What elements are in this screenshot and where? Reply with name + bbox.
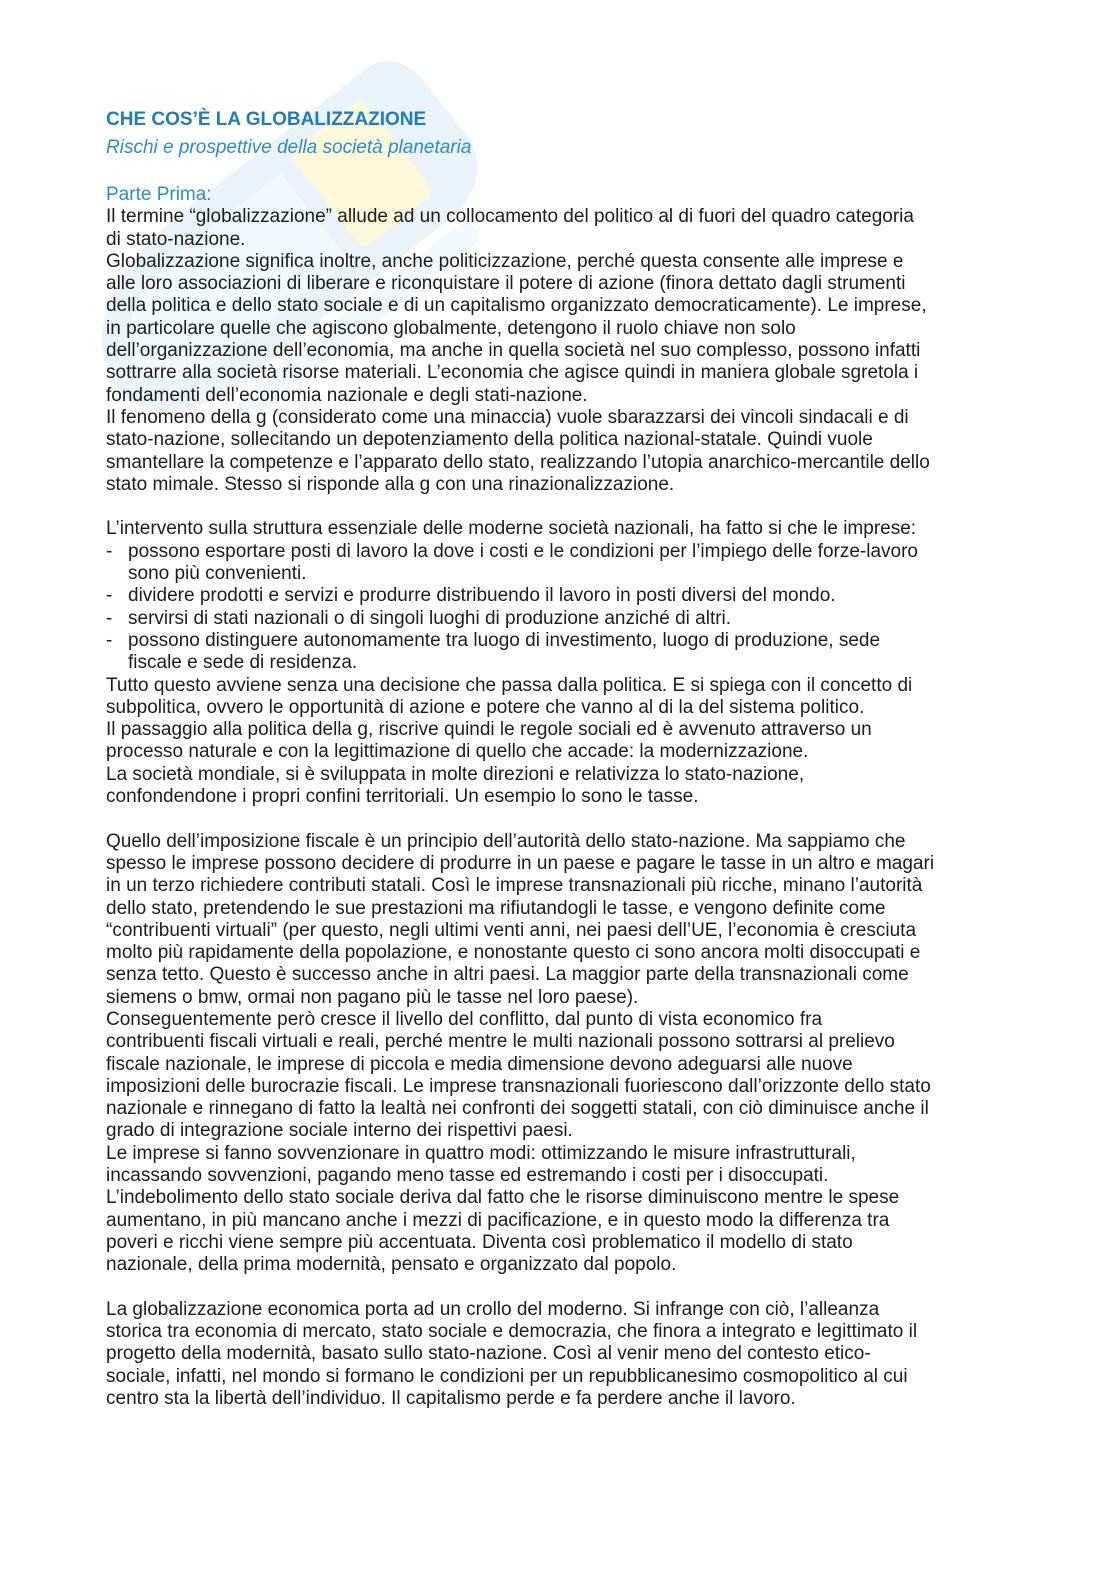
text-line: grado di integrazione sociale interno dei rispettivi paesi. bbox=[106, 1120, 573, 1142]
text-line: senza tetto. Questo è successo anche in altri paesi. La maggior parte della transnazionali come bbox=[106, 964, 909, 986]
list-item bbox=[106, 630, 1066, 675]
list-item-line: possono esportare posti di lavoro la dove i costi e le condizioni per l’impiego delle forze-lavoro bbox=[128, 540, 918, 562]
text-line: L’intervento sulla struttura essenziale delle moderne società nazionali, ha fatto si che le imprese: bbox=[106, 518, 917, 540]
list-marker: - bbox=[106, 540, 113, 562]
document-body bbox=[106, 184, 1066, 1433]
text-line: aumentano, in più mancano anche i mezzi di pacificazione, e in questo modo la differenza tra bbox=[106, 1209, 890, 1231]
list-marker: - bbox=[106, 585, 113, 607]
paragraph bbox=[106, 206, 1066, 496]
text-line: in particolare quelle che agiscono globalmente, detengono il ruolo chiave non solo bbox=[106, 317, 796, 339]
text-line: dello stato, pretendendo le sue prestazioni ma rifiutandogli le tasse, e vengono definite come bbox=[106, 897, 886, 919]
text-line: spesso le imprese possono decidere di produrre in un paese e pagare le tasse in un altro e magari bbox=[106, 852, 935, 874]
text-line: Le imprese si fanno sovvenzionare in quattro modi: ottimizzando le misure infrastrutturali, bbox=[106, 1142, 856, 1164]
text-line: processo naturale e con la legittimazione di quello che accade: la modernizzazione. bbox=[106, 741, 809, 763]
section-label: Parte Prima: bbox=[106, 184, 212, 205]
list-item-line: dividere prodotti e servizi e produrre distribuendo il lavoro in posti diversi del mondo. bbox=[128, 585, 836, 607]
text-line: poveri e ricchi viene sempre più accentuata. Diventa così problematico il modello di stato bbox=[106, 1231, 853, 1253]
text-line: stato-nazione, sollecitando un depotenziamento della politica nazional-statale. Quindi vuole bbox=[106, 429, 873, 451]
text-line: dell’organizzazione dell’economia, ma anche in quella società nel suo complesso, possono infatti bbox=[106, 340, 921, 362]
paragraph bbox=[106, 1299, 1066, 1410]
text-line: in un terzo richiedere contributi statali. Così le imprese transnazionali più ricche, minano l’autorità bbox=[106, 875, 923, 897]
text-line: Il fenomeno della g (considerato come una minaccia) vuole sbarazzarsi dei vincoli sindacali e di bbox=[106, 406, 909, 428]
list-item-line: sono più convenienti. bbox=[128, 563, 307, 585]
text-line: centro sta la libertà dell’individuo. Il capitalismo perde e fa perdere anche il lavoro. bbox=[106, 1388, 796, 1410]
text-line: fondamenti dell’economia nazionale e degli stati-nazione. bbox=[106, 384, 588, 406]
text-line: della politica e dello stato sociale e di un capitalismo organizzato democraticamente). Le imprese, bbox=[106, 295, 927, 317]
text-line: Conseguentemente però cresce il livello del conflitto, dal punto di vista economico fra bbox=[106, 1008, 823, 1030]
text-line: imposizioni delle burocrazie fiscali. Le imprese transnazionali fuoriescono dall’orizzonte dello stato bbox=[106, 1075, 931, 1097]
text-line: subpolitica, ovvero le opportunità di azione e potere che vanno al di la del sistema politico. bbox=[106, 696, 865, 718]
text-line: storica tra economia di mercato, stato sociale e democrazia, che finora a integrato e legittimato il bbox=[106, 1321, 918, 1343]
text-line: La società mondiale, si è sviluppata in molte direzioni e relativizza lo stato-nazione, bbox=[106, 763, 805, 785]
text-line: confondendone i propri confini territoriali. Un esempio lo sono le tasse. bbox=[106, 786, 699, 808]
list-marker: - bbox=[106, 607, 113, 629]
text-line: nazionale e rinnegano di fatto la lealtà nei confronti dei soggetti statali, con ciò diminuisce anche il bbox=[106, 1098, 929, 1120]
list-item-line: possono distinguere autonomamente tra luogo di investimento, luogo di produzione, sede bbox=[128, 629, 881, 651]
paragraph bbox=[106, 831, 1066, 1277]
text-line: Tutto questo avviene senza una decisione che passa dalla politica. E si spiega con il concetto di bbox=[106, 674, 913, 696]
text-line: Globalizzazione significa inoltre, anche politicizzazione, perché questa consente alle imprese e bbox=[106, 250, 904, 272]
text-line: Il passaggio alla politica della g, riscrive quindi le regole sociali ed è avvenuto attraverso un bbox=[106, 719, 872, 741]
text-line: La globalizzazione economica porta ad un crollo del moderno. Si infrange con ciò, l’alleanza bbox=[106, 1298, 880, 1320]
text-line: sociale, infatti, nel mondo si formano le condizioni per un repubblicanesimo cosmopolitico al cui bbox=[106, 1365, 908, 1387]
paragraph bbox=[106, 518, 1066, 808]
text-line: L’indebolimento dello stato sociale deriva dal fatto che le risorse diminuiscono mentre le spese bbox=[106, 1187, 900, 1209]
text-line: incassando sovvenzioni, pagando meno tasse ed estremando i costi per i disoccupati. bbox=[106, 1165, 829, 1187]
list-item-line: servirsi di stati nazionali o di singoli luoghi di produzione anziché di altri. bbox=[128, 607, 732, 629]
document-title: CHE COS’È LA GLOBALIZZAZIONE bbox=[106, 109, 427, 130]
text-line: stato mimale. Stesso si risponde alla g con una rinazionalizzazione. bbox=[106, 473, 675, 495]
list-item bbox=[106, 585, 1066, 607]
text-line: Il termine “globalizzazione” allude ad un collocamento del politico al di fuori del quadro categoria bbox=[106, 206, 914, 228]
list-item bbox=[106, 608, 1066, 630]
text-line: nazionale, della prima modernità, pensato e organizzato dal popolo. bbox=[106, 1254, 677, 1276]
text-line: di stato-nazione. bbox=[106, 228, 246, 250]
text-line: fiscale nazionale, le imprese di piccola e media dimensione devono adeguarsi alle nuove bbox=[106, 1053, 853, 1075]
list-item-line: fiscale e sede di residenza. bbox=[128, 652, 358, 674]
text-line: “contribuenti virtuali” (per questo, negli ultimi venti anni, nei paesi dell’UE, l’economia è cresciuta bbox=[106, 919, 917, 941]
text-line: Quello dell’imposizione fiscale è un principio dell’autorità dello stato-nazione. Ma sappiamo che bbox=[106, 830, 906, 852]
text-line: progetto della modernità, basato sullo stato-nazione. Così al venir meno del contesto etico- bbox=[106, 1343, 871, 1365]
list-marker: - bbox=[106, 629, 113, 651]
text-line: smantellare la competenze e l’apparato dello stato, realizzando l’utopia anarchico-mercantile dello bbox=[106, 451, 930, 473]
document-subtitle: Rischi e prospettive della società planetaria bbox=[106, 137, 472, 158]
text-line: contribuenti fiscali virtuali e reali, perché mentre le multi nazionali possono sottrarsi al prelievo bbox=[106, 1031, 895, 1053]
list-item bbox=[106, 541, 1066, 586]
text-line: sottrarre alla società risorse materiali. L’economia che agisce quindi in maniera globale sgretola i bbox=[106, 362, 919, 384]
text-line: alle loro associazioni di liberare e riconquistare il potere di azione (finora dettato dagli strumenti bbox=[106, 273, 906, 295]
text-line: siemens o bmw, ormai non pagano più le tasse nel loro paese). bbox=[106, 986, 639, 1008]
text-line: molto più rapidamente della popolazione, e nonostante questo ci sono ancora molti disoccupati e bbox=[106, 942, 921, 964]
